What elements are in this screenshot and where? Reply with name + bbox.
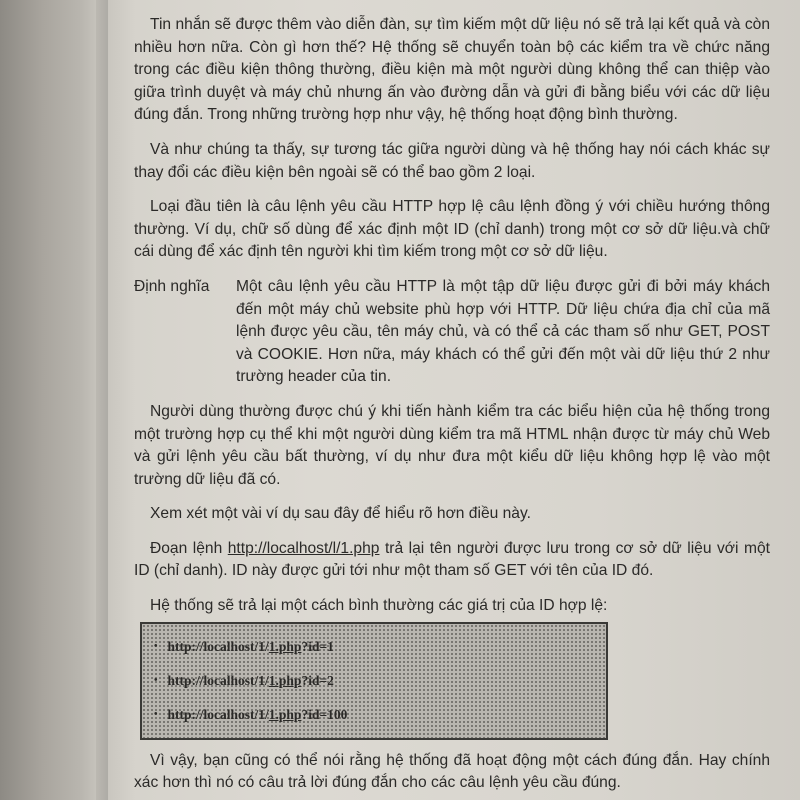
paragraph-1: Tin nhắn sẽ được thêm vào diễn đàn, sự tìm kiếm một dữ liệu nó sẽ trả lại kết quả và còn nhiều hơn nữa. Còn gì hơn thế? Hệ thống sẽ chuyển toàn bộ các kiểm tra về chức năng trong các điều kiện thông thường, điều kiện mà một người dùng không thể can thiệp vào giữa trình duyệt và máy chủ nhưng ấn vào đường dẫn và gửi đi bằng biểu với các dữ liệu đúng đắn. Trong những trường hợp như vậy, hệ thống hoạt động bình thường. bbox=[134, 16, 770, 124]
paragraph-6 bbox=[134, 538, 770, 583]
paragraph-5: Xem xét một vài ví dụ sau đây để hiểu rõ hơn điều này. bbox=[150, 505, 531, 523]
bullet-icon: • bbox=[154, 675, 158, 687]
book-page bbox=[108, 0, 800, 800]
paragraph-8: Vì vậy, bạn cũng có thể nói rằng hệ thống đã hoạt động một cách đúng đắn. Hay chính xác hơn thì nó có câu trả lời đúng đắn cho các câu lệnh yêu cầu đúng. bbox=[134, 751, 770, 792]
code-example-row bbox=[154, 664, 594, 698]
code-example-url: http://localhost/1/1.php?id=2 bbox=[167, 672, 334, 688]
definition-block bbox=[134, 276, 770, 389]
code-example-url: http://localhost/1/1.php?id=1 bbox=[167, 638, 334, 654]
paragraph-3: Loại đầu tiên là câu lệnh yêu cầu HTTP hợp lệ câu lệnh đồng ý với chiều hướng thông thường. Ví dụ, chữ số dùng để xác định một ID (chỉ danh) trong một cơ sở dữ liệu.và chữ cái dùng để xác định tên người khi tìm kiếm trong một cơ sở dữ liệu. bbox=[134, 198, 770, 261]
bullet-icon: • bbox=[154, 709, 158, 721]
example-url-link: http://localhost/l/1.php bbox=[227, 539, 380, 557]
paragraph-2: Và như chúng ta thấy, sự tương tác giữa người dùng và hệ thống hay nói cách khác sự thay đổi các điều kiện bên ngoài sẽ có thể bao gồm 2 loại. bbox=[134, 140, 770, 181]
paragraph-4: Người dùng thường được chú ý khi tiến hành kiểm tra các biểu hiện của hệ thống trong một trường hợp cụ thể khi một người dùng kiểm tra mã HTML nhận được từ máy chủ Web và gửi lệnh yêu cầu bất thường, ví dụ như đưa một kiểu dữ liệu không hợp lệ vào một trường dữ liệu đã có. bbox=[134, 402, 770, 488]
bullet-icon: • bbox=[154, 641, 158, 653]
code-example-box bbox=[140, 622, 608, 740]
code-example-url: http://localhost/1/1.php?id=100 bbox=[167, 706, 348, 722]
paragraph-6-suffix: trả lại tên người được lưu trong cơ sở dữ liệu với một ID (chỉ danh). ID này được gửi tới như một tham số GET với tên của ID đó. bbox=[134, 539, 770, 580]
definition-body: Một câu lệnh yêu cầu HTTP là một tập dữ liệu được gửi đi bởi máy khách đến một máy chủ website phù hợp với HTTP. Dữ liệu chứa địa chỉ của mã lệnh được yêu cầu, tên máy chủ, và có thể cả các tham số như GET, POST và COOKIE. Hơn nữa, máy khách có thể gửi đến một vài dữ liệu thứ 2 như trường header của tin. bbox=[236, 277, 770, 386]
paragraph-7: Hệ thống sẽ trả lại một cách bình thường các giá trị của ID hợp lệ: bbox=[150, 597, 608, 615]
paragraph-6-prefix: Đoạn lệnh bbox=[150, 539, 228, 557]
definition-term: Định nghĩa bbox=[134, 277, 210, 295]
code-example-row bbox=[154, 698, 594, 732]
book-spine-left-page bbox=[0, 0, 108, 800]
code-example-row bbox=[154, 630, 594, 664]
